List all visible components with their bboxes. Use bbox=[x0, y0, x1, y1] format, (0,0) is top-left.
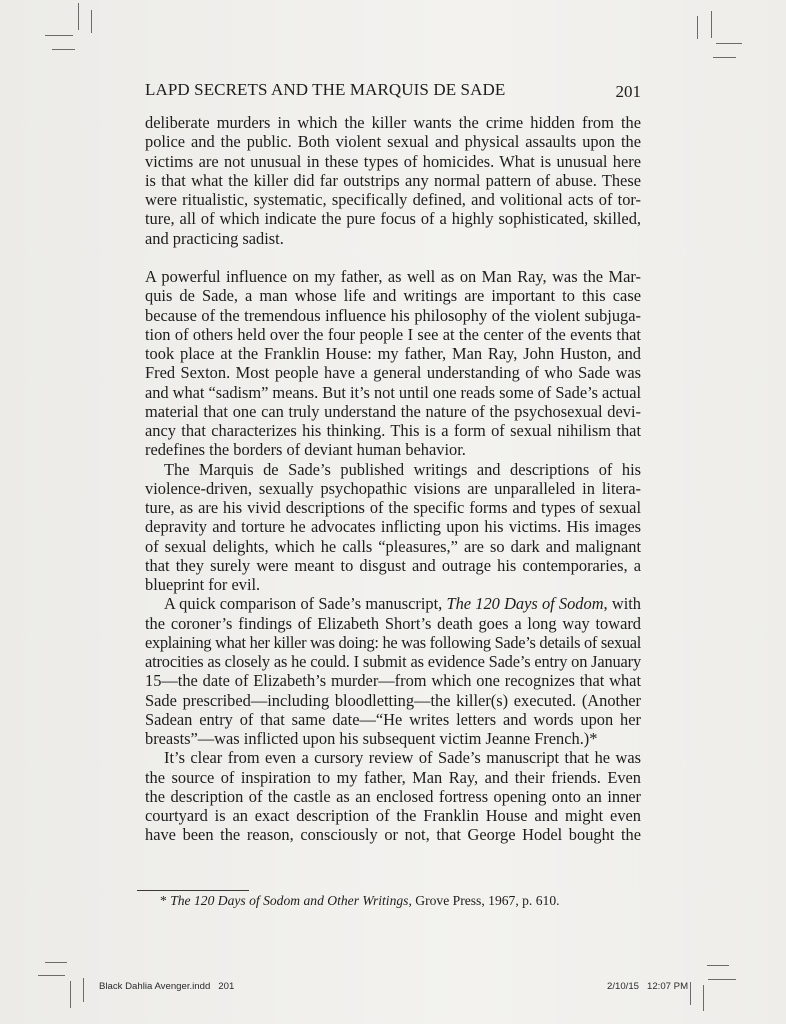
footnote-marker: * bbox=[160, 893, 171, 908]
text-line: explaining what her killer was doing: he was following Sade’s details of sexual bbox=[145, 632, 641, 652]
text-line: Fred Sexton. Most people have a general understanding of who Sade was bbox=[145, 363, 641, 383]
text-line: were ritualistic, systematic, specifically defined, and volitional acts of tor- bbox=[145, 190, 641, 209]
crop-mark-bottom-right-v1 bbox=[690, 982, 691, 1005]
crop-mark-top-left-v1 bbox=[78, 3, 79, 30]
text-line: courtyard is an exact description of the Franklin House and might even bbox=[145, 806, 641, 825]
book-title: The 120 Days of Sodom bbox=[446, 594, 604, 614]
text-line: redefines the borders of deviant human behavior. bbox=[145, 440, 466, 460]
crop-mark-top-left-v2 bbox=[91, 10, 92, 33]
paragraph bbox=[145, 594, 641, 748]
text-line: violence-driven, sexually psychopathic visions are unparalleled in litera- bbox=[145, 478, 641, 498]
slug-file-info: Black Dahlia Avenger.indd 201 bbox=[99, 981, 235, 992]
crop-mark-bottom-right-h2 bbox=[708, 979, 736, 980]
text-line: blueprint for evil. bbox=[145, 575, 261, 594]
text-line: breasts”—was inflicted upon his subsequent victim Jeanne French.)* bbox=[145, 729, 598, 748]
crop-mark-top-right-v1 bbox=[697, 16, 698, 39]
text-line: that they surely were meant to disgust and outrage his contemporaries, a bbox=[145, 555, 641, 575]
page-number: 201 bbox=[615, 82, 641, 101]
crop-mark-bottom-left-h1 bbox=[45, 962, 67, 963]
text-line: atrocities as closely as he could. I submit as evidence Sade’s entry on January bbox=[145, 652, 641, 671]
text-line: the source of inspiration to my father, Man Ray, and their friends. Even bbox=[145, 767, 641, 787]
text-line: the description of the castle as an enclosed fortress opening onto an inner bbox=[145, 786, 641, 806]
paragraph bbox=[145, 267, 641, 460]
crop-mark-bottom-right-v2 bbox=[703, 985, 704, 1011]
footnote-citation: , Grove Press, 1967, p. 610. bbox=[408, 893, 560, 908]
text-line: police and the public. Both violent sexual and physical assaults upon the bbox=[145, 132, 641, 152]
text-line: The Marquis de Sade’s published writings and descriptions of his bbox=[164, 459, 641, 479]
crop-mark-bottom-left-h2 bbox=[38, 975, 65, 976]
text-line bbox=[145, 594, 641, 613]
text-line: ancy that characterizes his thinking. This is a form of sexual nihilism that bbox=[145, 421, 641, 440]
text-line: the coroner’s findings of Elizabeth Short’s death goes a long way toward bbox=[145, 613, 641, 633]
text-line: have been the reason, consciously or not, that George Hodel bought the bbox=[145, 825, 641, 845]
text-line: depravity and torture he advocates inflicting upon his victims. His images bbox=[145, 517, 641, 537]
text-line: victims are not unusual in these types of homicides. What is unusual here bbox=[145, 151, 641, 171]
running-title: LAPD SECRETS AND THE MARQUIS DE SADE bbox=[145, 80, 506, 99]
footnote bbox=[160, 893, 560, 909]
crop-mark-top-right-h2 bbox=[713, 57, 736, 58]
text-line: A powerful influence on my father, as well as on Man Ray, was the Mar- bbox=[145, 267, 641, 286]
footnote-title: The 120 Days of Sodom and Other Writings bbox=[170, 893, 409, 908]
paragraph bbox=[145, 113, 641, 248]
text-line: Sade prescribed—including bloodletting—the killer(s) executed. (Another bbox=[145, 690, 641, 710]
text-line: It’s clear from even a cursory review of Sade’s manuscript that he was bbox=[164, 748, 641, 768]
crop-mark-top-left-h2 bbox=[52, 49, 75, 50]
text-run: , with bbox=[603, 594, 641, 614]
text-line: ture, all of which indicate the pure focus of a highly sophisticated, skilled, bbox=[145, 209, 641, 229]
slug-timestamp: 2/10/15 12:07 PM bbox=[607, 981, 689, 992]
running-head bbox=[145, 80, 641, 102]
crop-mark-bottom-left-v2 bbox=[83, 978, 84, 1002]
text-line: 15—the date of Elizabeth’s murder—from which one recognizes that what bbox=[145, 671, 641, 691]
crop-mark-top-left-h1 bbox=[45, 35, 73, 36]
body-text bbox=[145, 113, 641, 845]
text-run: A quick comparison of Sade’s manuscript, bbox=[164, 594, 447, 614]
text-line: ture, as are his vivid descriptions of the specific forms and types of sexual bbox=[145, 498, 641, 517]
crop-mark-top-right-h1 bbox=[716, 43, 742, 44]
crop-mark-bottom-right-h1 bbox=[707, 965, 729, 966]
text-line: took place at the Franklin House: my father, Man Ray, John Huston, and bbox=[145, 344, 641, 363]
text-line: and practicing sadist. bbox=[145, 228, 284, 248]
text-line: and what “sadism” means. But it’s not until one reads some of Sade’s actual bbox=[145, 382, 641, 402]
paragraph bbox=[145, 460, 641, 595]
footnote-rule bbox=[137, 890, 249, 891]
text-line: is that what the killer did far outstrips any normal pattern of abuse. These bbox=[145, 170, 641, 190]
text-line: material that one can truly understand the nature of the psychosexual devi- bbox=[145, 401, 641, 421]
text-line: tion of others held over the four people I see at the center of the events that bbox=[145, 324, 641, 344]
text-line: of sexual delights, which he calls “pleasures,” are so dark and malignant bbox=[145, 536, 641, 556]
crop-mark-bottom-left-v1 bbox=[70, 981, 71, 1008]
text-line: quis de Sade, a man whose life and writings are important to this case bbox=[145, 286, 641, 306]
text-line: Sadean entry of that same date—“He writes letters and words upon her bbox=[145, 709, 641, 729]
paragraph bbox=[145, 748, 641, 844]
text-line: deliberate murders in which the killer wants the crime hidden from the bbox=[145, 113, 641, 132]
text-line: because of the tremendous influence his philosophy of the violent subjuga- bbox=[145, 305, 641, 325]
crop-mark-top-right-v2 bbox=[711, 11, 712, 38]
section-break bbox=[145, 248, 641, 267]
